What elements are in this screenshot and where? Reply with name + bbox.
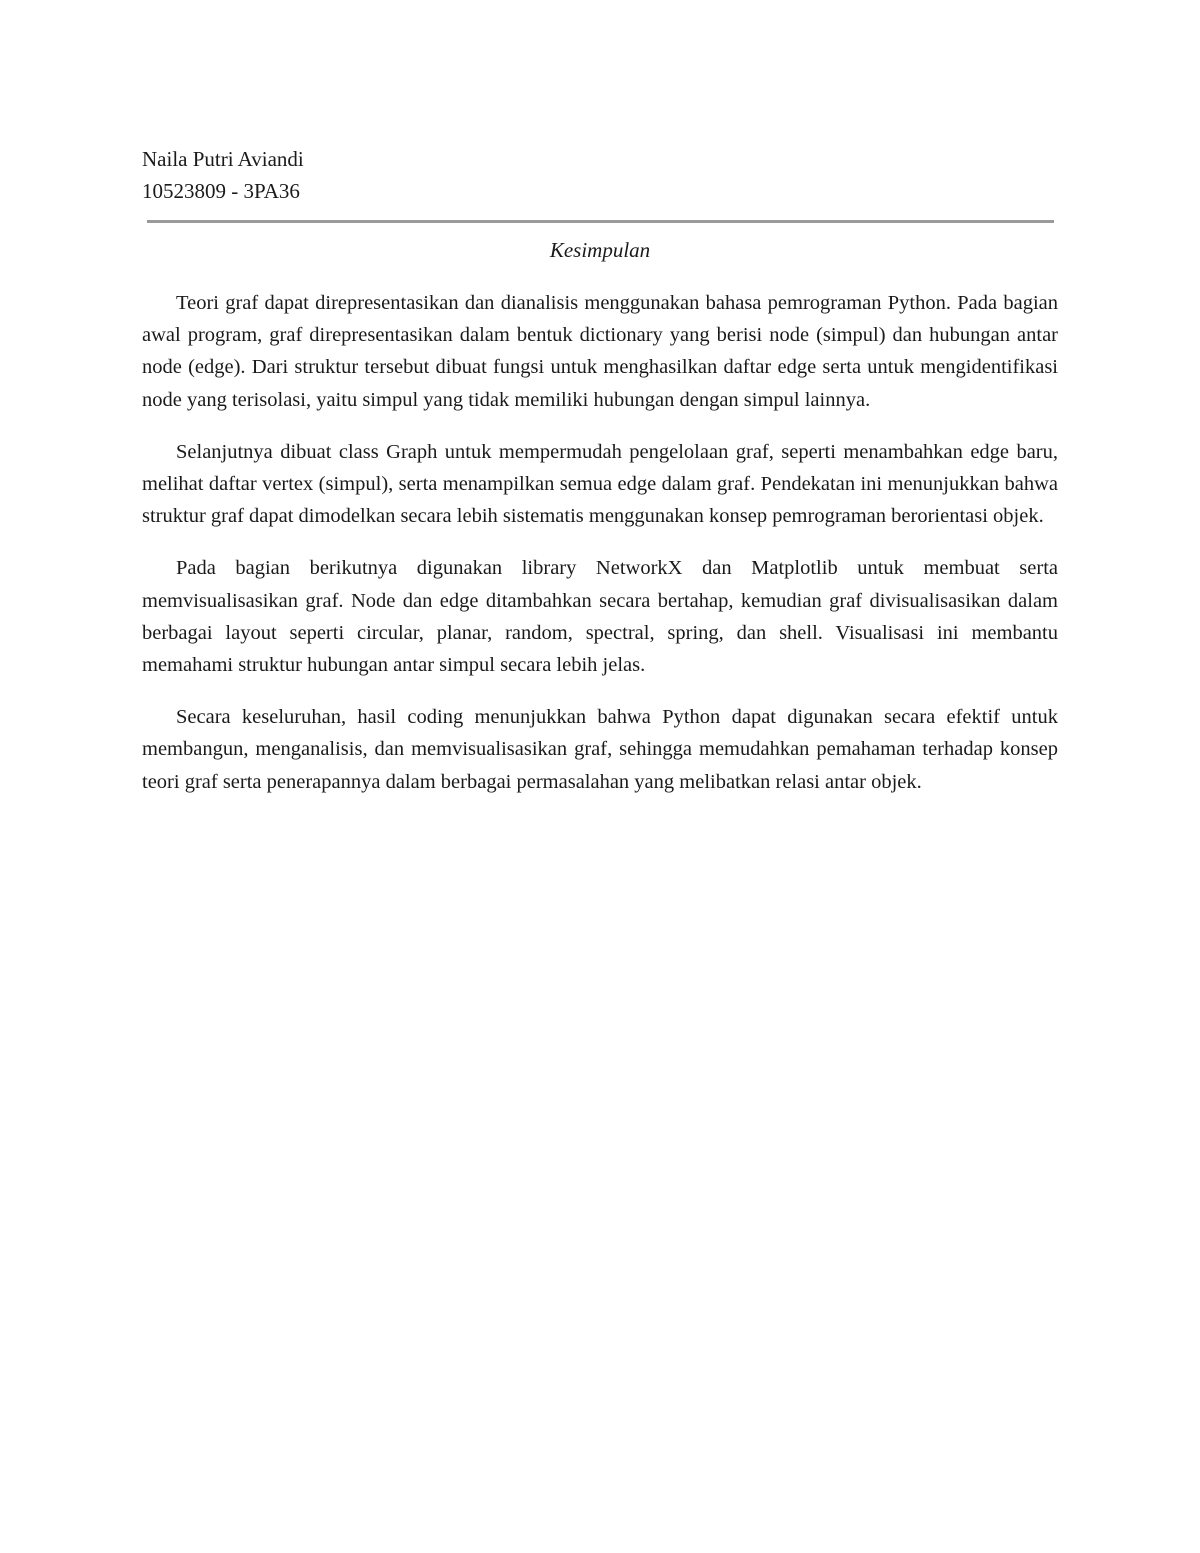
author-name: Naila Putri Aviandi: [142, 147, 304, 171]
paragraph: Pada bagian berikutnya digunakan library NetworkX dan Matplotlib untuk membuat serta memvisualisasikan graf. Node dan edge ditambahkan secara bertahap, kemudian graf divisualisasikan dalam berbagai layout seperti circular, planar, random, spectral, spring, dan shell. Visualisasi ini membantu memahami struktur hubungan antar simpul secara lebih jelas.: [142, 557, 1058, 677]
paragraph: Selanjutnya dibuat class Graph untuk mempermudah pengelolaan graf, seperti menambahkan edge baru, melihat daftar vertex (simpul), serta menampilkan semua edge dalam graf. Pendekatan ini menunjukkan bahwa struktur graf dapat dimodelkan secara lebih sistematis menggunakan konsep pemrograman berorientasi objek.: [142, 440, 1058, 528]
paragraph: Teori graf dapat direpresentasikan dan dianalisis menggunakan bahasa pemrograman Python. Pada bagian awal program, graf direpresentasikan dalam bentuk dictionary yang berisi node (simpul) dan hubungan antar node (edge). Dari struktur tersebut dibuat fungsi untuk menghasilkan daftar edge serta untuk mengidentifikasi node yang terisolasi, yaitu simpul yang tidak memiliki hubungan dengan simpul lainnya.: [142, 292, 1058, 411]
paragraph: Secara keseluruhan, hasil coding menunjukkan bahwa Python dapat digunakan secara efektif untuk membangun, menganalisis, dan memvisualisasikan graf, sehingga memudahkan pemahaman terhadap konsep teori graf serta penerapannya dalam berbagai permasalahan yang melibatkan relasi antar objek.: [142, 706, 1058, 793]
author-header: [142, 143, 304, 207]
student-id-class: 10523809 - 3PA36: [142, 179, 300, 203]
document-title: Kesimpulan: [549, 238, 651, 262]
horizontal-divider: [147, 220, 1054, 223]
document-body: [142, 287, 1058, 818]
